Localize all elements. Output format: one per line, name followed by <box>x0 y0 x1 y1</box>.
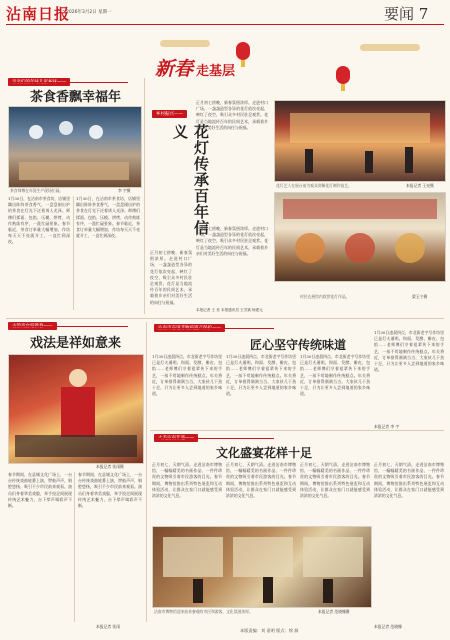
column-divider <box>74 472 75 622</box>
photo-caption: 村民在展馆内欣赏花灯作品。 <box>300 294 350 299</box>
lantern-stage-photo <box>274 100 446 182</box>
lantern-hall-photo <box>274 192 446 282</box>
article-body-cont: 1月30日凌晨四点，市北街老字号作坊里已是灯火通明。和面、发酵、擀皮、包馅……老师傅们守着祖辈传下来的手艺，一丝不苟地制作传统糕点。年关将近，订单排得满满当当，大家伙儿干劲十足，只为让更多人尝到地道的家乡味道。 <box>300 354 370 397</box>
article-headline: 文化盛宴花样十足 <box>216 446 313 460</box>
section-title <box>384 3 428 24</box>
lantern-icon <box>336 66 350 84</box>
article-body: 正月初七，天朗气清。走进沾南市博物馆，一幅幅精美的书画作品、一件件珍贵的文物吸引着市民游客的目光。春节期间，博物馆推出系列特色展览和互动体验活动，让群众在家门口就能感受到浓浓的文化气息。 <box>152 462 222 499</box>
museum-photo <box>152 526 372 608</box>
article-byline: 本报记者 张雨 <box>96 624 120 629</box>
article-body-cont: 正月初七，天朗气清。走进沾南市博物馆，一幅幅精美的书画作品、一件件珍贵的文物吸引着市民游客的目光。春节期间，博物馆推出系列特色展览和互动体验活动，让群众在家门口就能感受到浓浓的文化气息。 <box>226 462 296 499</box>
article-body: 1月30日凌晨四点，市北街老字号作坊里已是灯火通明。和面、发酵、擀皮、包馅……老师傅们守着祖辈传下来的手艺，一丝不苟地制作传统糕点。年关将近，订单排得满满当当，大家伙儿干劲十足，只为让更多人尝到地道的家乡味道。 <box>152 354 222 397</box>
photo-credit: 本报记者 王亮摄 <box>406 183 434 188</box>
article-body-cont: 1月30日凌晨四点，市北街老字号作坊里已是灯火通明。和面、发酵、擀皮、包馅……老师傅们守着祖辈传下来的手艺，一丝不苟地制作传统糕点。年关将近，订单排得满满当当，大家伙儿干劲十足，只为让更多人尝到地道的家乡味道。 <box>226 354 296 397</box>
tea-food-photo <box>8 106 142 188</box>
page-number: 7 <box>418 5 429 23</box>
masthead-rule <box>6 24 444 25</box>
article-body: 正月初七傍晚，新春氛围浓厚。走进村口广场，一盏盏造型各异的花灯依次亮起，映红了夜空，吸引众多村民驻足观赏。花灯是当地流传百年的民间艺术，承载着乡亲们对美好生活的向往与祝福。 <box>150 250 192 305</box>
article-headline-vertical: 花灯传承百年信义 <box>171 124 210 236</box>
photo-credit: 梁玉宁摄 <box>412 294 428 299</box>
column-tag: 乡村振兴—— <box>152 110 187 118</box>
article-byline: 本报记者 王 亮 本报通讯员 王芳斌 杨建元 <box>196 308 263 312</box>
photo-credit: 李 宇摄 <box>118 188 131 193</box>
page-footer: 本版责编：刘 嘉明 版式：徐 源 <box>240 628 299 633</box>
newspaper-logo: 沾南日报 <box>6 5 71 23</box>
banner-sub: 走基层 <box>196 64 236 79</box>
issue-date: 2026年3月2日 星期一 <box>66 10 112 15</box>
photo-caption: 花灯艺人在展台前为观众讲解花灯制作技艺。 <box>276 183 352 188</box>
section-divider <box>150 430 444 431</box>
tag-rule <box>154 328 274 329</box>
article-body-cont: 正月初七傍晚，新春氛围浓厚。走进村口广场，一盏盏造型各异的花灯依次亮起，映红了夜空，吸引众多村民驻足观赏。花灯是当地流传百年的民间艺术，承载着乡亲们对美好生活的向往与祝福。 <box>196 226 268 256</box>
article-headline: 戏法是祥如意来 <box>30 336 122 351</box>
photo-caption: 沾南市博物馆迎来前来参观的市民和游客，文化氛围浓厚。 <box>154 609 253 614</box>
column-divider <box>144 78 145 314</box>
tag-rule <box>8 82 128 83</box>
article-body-cont: 正月初七傍晚，新春氛围浓厚。走进村口广场，一盏盏造型各异的花灯依次亮起，映红了夜空，吸引众多村民驻足观赏。花灯是当地流传百年的民间艺术，承载着乡亲们对美好生活的向往与祝福。 <box>196 100 268 130</box>
cloud-decoration <box>160 40 210 47</box>
article-body-cont: 春节期间，在县城文化广场上，一台台传统戏曲轮番上演，锣鼓声声，唱腔悠扬，吸引不少市民前来观看。演员们身着华美戏服，举手投足间展现传统艺术魅力，台下掌声喝彩声不断。 <box>78 472 142 509</box>
article-body: 1月30日，在沾南市茶食坊，店铺里飘出阵阵茶食香气，一盘盘刚出炉的茶食在灯光下泛着诱人光泽。师傅们揉面、包馅、压模、烘烤，动作熟练有序，一派忙碌景象。春节临近，茶食订单量大幅增加，作坊每天天不亮就开工，一直忙到深夜。 <box>8 196 70 245</box>
article-body-cont: 正月初七，天朗气清。走进沾南市博物馆，一幅幅精美的书画作品、一件件珍贵的文物吸引着市民游客的目光。春节期间，博物馆推出系列特色展览和互动体验活动，让群众在家门口就能感受到浓浓的文化气息。 <box>300 462 370 499</box>
section-divider <box>6 318 444 319</box>
masthead <box>0 0 450 24</box>
article-headline: 匠心坚守传统味道 <box>250 338 347 352</box>
column-divider <box>146 322 147 622</box>
article-headline: 茶食香飘幸福年 <box>30 90 122 105</box>
article-byline: 本报记者 李 宇 <box>374 424 400 429</box>
article-body-cont: 1月30日，在沾南市茶食坊，店铺里飘出阵阵茶食香气，一盘盘刚出炉的茶食在灯光下泛着诱人光泽。师傅们揉面、包馅、压模、烘烤，动作熟练有序，一派忙碌景象。春节临近，茶食订单量大幅增加，作坊每天天不亮就开工，一直忙到深夜。 <box>76 196 140 239</box>
banner-title <box>155 54 295 84</box>
tag-rule <box>154 438 274 439</box>
article-body-cont: 正月初七，天朗气清。走进沾南市博物馆，一幅幅精美的书画作品、一件件珍贵的文物吸引着市民游客的目光。春节期间，博物馆推出系列特色展览和互动体验活动，让群众在家门口就能感受到浓浓的文化气息。 <box>374 462 444 499</box>
photo-credit: 本报记者 范晓娜摄 <box>318 609 350 614</box>
photo-caption: 茶食师傅在年货生产现场忙碌。 <box>10 188 64 193</box>
banner-main: 新春 <box>155 58 194 80</box>
opera-performance-photo <box>8 354 144 464</box>
article-body-cont: 1月30日凌晨四点，市北街老字号作坊里已是灯火通明。和面、发酵、擀皮、包馅……老师傅们守着祖辈传下来的手艺，一丝不苟地制作传统糕点。年关将近，订单排得满满当当，大家伙儿干劲十足，只为让更多人尝到地道的家乡味道。 <box>374 330 444 373</box>
tag-rule <box>8 326 128 327</box>
cloud-decoration <box>360 44 420 51</box>
photo-credit: 本报记者 张雨摄 <box>96 464 124 469</box>
column-divider <box>73 196 74 310</box>
article-body: 春节期间，在县城文化广场上，一台台传统戏曲轮番上演，锣鼓声声，唱腔悠扬，吸引不少市民前来观看。演员们身着华美戏服，举手投足间展现传统艺术魅力，台下掌声喝彩声不断。 <box>8 472 72 509</box>
article-byline: 本报记者 范晓娜 <box>374 624 402 629</box>
section-name: 要闻 <box>384 5 415 23</box>
